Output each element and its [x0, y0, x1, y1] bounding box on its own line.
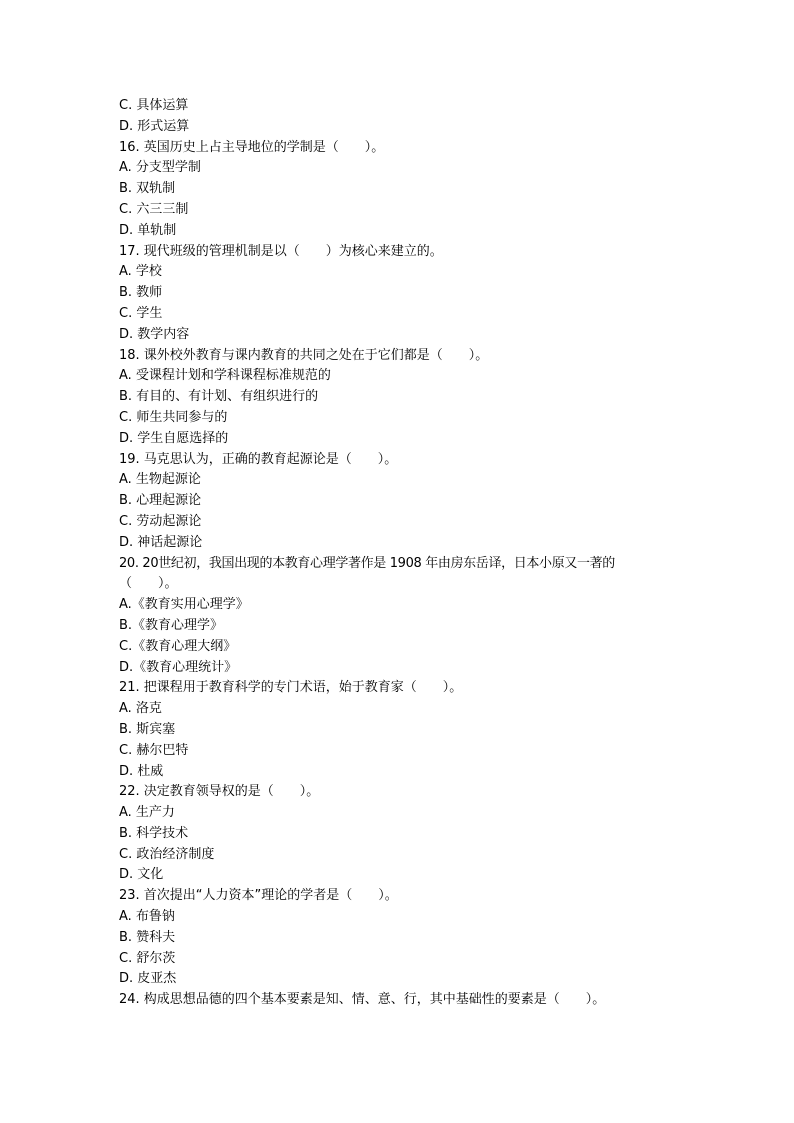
option-d-q18: D. 学生自愿选择的	[119, 430, 229, 446]
option-d-q23: D. 皮亚杰	[119, 971, 177, 987]
option-c-q23: C. 舒尔茨	[119, 950, 176, 966]
option-a-q21: A. 洛克	[119, 701, 162, 717]
option-b-q22: B. 科学技术	[119, 825, 189, 841]
option-a-q16: A. 分支型学制	[119, 160, 201, 176]
document-page	[119, 96, 679, 1011]
question-21: 21. 把课程用于教育科学的专门术语，始于教育家（ ）。	[119, 680, 463, 696]
option-a-q19: A. 生物起源论	[119, 472, 201, 488]
option-c-q20: C.《教育心理大纲》	[119, 638, 237, 654]
option-a-q23: A. 布鲁钠	[119, 909, 175, 925]
question-18: 18. 课外校外教育与课内教育的共同之处在于它们都是（ ）。	[119, 347, 489, 363]
option-d-q15: D. 形式运算	[119, 118, 190, 134]
option-b-q21: B. 斯宾塞	[119, 721, 176, 737]
option-b-q18: B. 有目的、有计划、有组织进行的	[119, 389, 319, 405]
option-b-q19: B. 心理起源论	[119, 493, 202, 509]
option-d-q19: D. 神话起源论	[119, 534, 203, 550]
question-19: 19. 马克思认为，正确的教育起源论是（ ）。	[119, 451, 398, 467]
option-d-q17: D. 教学内容	[119, 326, 190, 342]
question-20: 20. 20世纪初，我国出现的本教育心理学著作是 1908 年由房东岳译，日本小原又一著的	[119, 555, 615, 571]
question-22: 22. 决定教育领导权的是（ ）。	[119, 784, 320, 800]
option-b-q17: B. 教师	[119, 285, 163, 301]
option-c-q21: C. 赫尔巴特	[119, 742, 189, 758]
option-b-q23: B. 赞科夫	[119, 929, 176, 945]
option-c-q17: C. 学生	[119, 305, 163, 321]
option-a-q18: A. 受课程计划和学科课程标准规范的	[119, 368, 331, 384]
question-20-continued: （ ）。	[119, 576, 178, 592]
option-c-q16: C. 六三三制	[119, 201, 189, 217]
option-c-q15: C. 具体运算	[119, 98, 189, 113]
option-b-q16: B. 双轨制	[119, 181, 176, 197]
question-24: 24. 构成思想品德的四个基本要素是知、情、意、行，其中基础性的要素是（ ）。	[119, 992, 606, 1008]
option-a-q22: A. 生产力	[119, 805, 175, 821]
option-c-q19: C. 劳动起源论	[119, 513, 202, 529]
option-a-q17: A. 学校	[119, 264, 162, 280]
option-d-q22: D. 文化	[119, 867, 164, 883]
question-23: 23. 首次提出“人力资本”理论的学者是（ ）。	[119, 888, 398, 904]
option-d-q16: D. 单轨制	[119, 222, 177, 238]
question-16: 16. 英国历史上占主导地位的学制是（ ）。	[119, 139, 385, 155]
option-b-q20: B.《教育心理学》	[119, 617, 224, 633]
option-c-q18: C. 师生共同参与的	[119, 409, 228, 425]
option-c-q22: C. 政治经济制度	[119, 846, 215, 862]
option-d-q21: D. 杜威	[119, 763, 164, 779]
question-17: 17. 现代班级的管理机制是以（ ）为核心来建立的。	[119, 243, 443, 259]
option-d-q20: D.《教育心理统计》	[119, 659, 238, 675]
option-a-q20: A.《教育实用心理学》	[119, 597, 249, 613]
